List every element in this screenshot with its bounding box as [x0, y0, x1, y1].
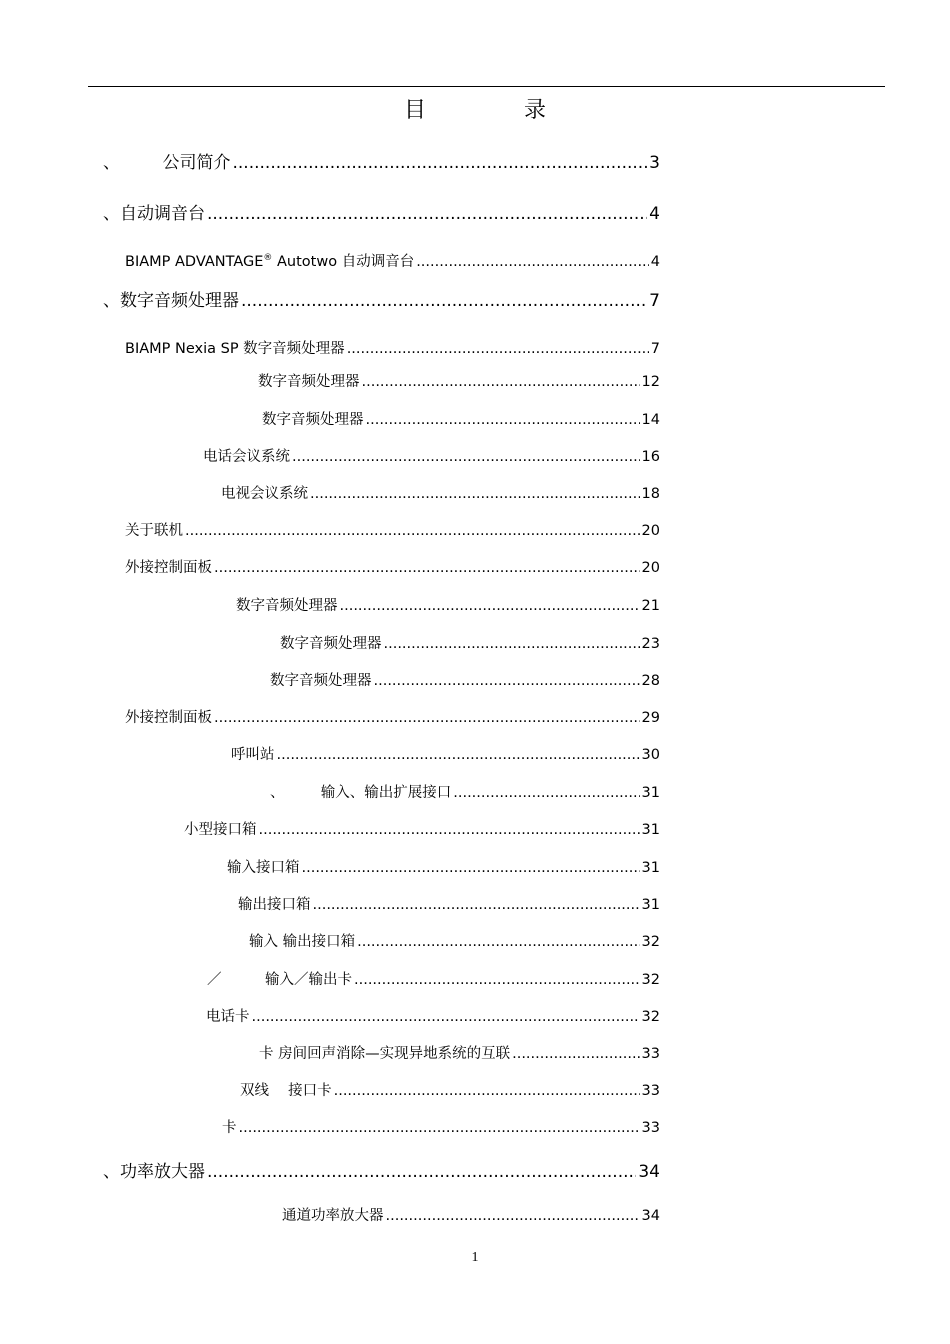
toc-entry[interactable] — [238, 893, 660, 914]
toc-entry-page: 31 — [641, 897, 660, 913]
toc-entry[interactable] — [103, 148, 660, 173]
toc-entry-page: 28 — [641, 673, 660, 689]
toc-title: 目 录 — [403, 98, 584, 123]
toc-entry-label: 数字音频处理器 — [258, 374, 360, 390]
toc-entry-page: 3 — [649, 153, 660, 173]
leader-dots — [362, 374, 640, 390]
toc-entry[interactable] — [125, 250, 660, 271]
toc-entry-label: 呼叫站 — [231, 747, 275, 763]
toc-entry[interactable] — [221, 482, 660, 503]
toc-entry[interactable] — [103, 286, 660, 311]
toc-entry-page: 18 — [641, 486, 660, 502]
toc-entry-label: 小型接口箱 — [184, 822, 257, 838]
leader-dots — [233, 153, 648, 173]
toc-entry[interactable] — [206, 1005, 660, 1026]
toc-entry[interactable] — [236, 594, 660, 615]
toc-entry-label: 卡 房间回声消除—实现异地系统的互联 — [259, 1046, 511, 1062]
leader-dots — [310, 486, 640, 502]
leader-dots — [347, 341, 649, 357]
leader-dots — [241, 291, 647, 311]
toc-entry-label: 电话会议系统 — [203, 449, 290, 465]
toc-entry[interactable] — [280, 632, 660, 653]
toc-entry-label: 、 输入、输出扩展接口 — [270, 785, 452, 801]
leader-dots — [277, 747, 640, 763]
toc-entry-page: 32 — [641, 972, 660, 988]
toc-entry[interactable] — [184, 818, 660, 839]
toc-entry-label: 数字音频处理器 — [280, 636, 382, 652]
toc-entry[interactable] — [203, 445, 660, 466]
toc-entry[interactable] — [227, 856, 660, 877]
leader-dots — [185, 523, 640, 539]
toc-entry-label: 、数字音频处理器 — [103, 291, 239, 311]
leader-dots — [334, 1083, 640, 1099]
toc-entry-label: BIAMP Nexia SP 数字音频处理器 — [125, 341, 345, 357]
toc-entry[interactable] — [231, 743, 660, 764]
toc-entry[interactable] — [282, 1204, 660, 1225]
toc-entry-page: 4 — [649, 204, 660, 224]
toc-entry-page: 34 — [641, 1208, 660, 1224]
page-number: 1 — [471, 1250, 479, 1265]
toc-entry-page: 32 — [641, 1009, 660, 1025]
toc-entry-page: 29 — [641, 710, 660, 726]
leader-dots — [292, 449, 640, 465]
leader-dots — [453, 785, 639, 801]
toc-entry[interactable] — [259, 1042, 660, 1063]
toc-entry-page: 31 — [641, 785, 660, 801]
header-rule — [88, 86, 885, 87]
toc-entry[interactable] — [262, 408, 660, 429]
toc-entry-label: 外接控制面板 — [125, 560, 212, 576]
toc-entry[interactable] — [125, 706, 660, 727]
toc-entry-page: 32 — [641, 934, 660, 950]
toc-entry-label: 通道功率放大器 — [282, 1208, 384, 1224]
toc-entry-page: 16 — [641, 449, 660, 465]
toc-entry-page: 33 — [641, 1120, 660, 1136]
toc-entry-page: 7 — [649, 291, 660, 311]
leader-dots — [214, 560, 640, 576]
leader-dots — [214, 710, 640, 726]
toc-entry-page: 14 — [641, 412, 660, 428]
leader-dots — [239, 1120, 640, 1136]
toc-entry-label: 双线 接口卡 — [240, 1083, 332, 1099]
toc-entry-label: BIAMP ADVANTAGE® Autotwo 自动调音台 — [125, 253, 415, 270]
toc-entry-label: 数字音频处理器 — [236, 598, 338, 614]
toc-entry-label: 、功率放大器 — [103, 1162, 205, 1182]
toc-entry-page: 7 — [650, 341, 660, 357]
toc-entry-page: 34 — [638, 1162, 660, 1182]
toc-entry[interactable] — [222, 1116, 660, 1137]
leader-dots — [416, 254, 649, 270]
leader-dots — [512, 1046, 639, 1062]
toc-entry-label: 输入 输出接口箱 — [249, 934, 356, 950]
toc-entry-label: 数字音频处理器 — [262, 412, 364, 428]
leader-dots — [252, 1009, 640, 1025]
toc-entry-label: 关于联机 — [125, 523, 183, 539]
toc-entry-page: 4 — [650, 254, 660, 270]
leader-dots — [302, 860, 640, 876]
toc-entry-page: 21 — [641, 598, 660, 614]
leader-dots — [207, 1162, 636, 1182]
toc-entry[interactable] — [125, 337, 660, 358]
toc-entry[interactable] — [240, 1079, 660, 1100]
leader-dots — [366, 412, 640, 428]
toc-entry-page: 33 — [641, 1083, 660, 1099]
toc-entry-label: 电话卡 — [206, 1009, 250, 1025]
toc-entry-page: 31 — [641, 822, 660, 838]
toc-entry[interactable] — [103, 199, 660, 224]
toc-entry-page: 20 — [641, 560, 660, 576]
leader-dots — [207, 204, 647, 224]
toc-entry[interactable] — [207, 968, 660, 989]
toc-entry-page: 31 — [641, 860, 660, 876]
leader-dots — [340, 598, 640, 614]
toc-entry-page: 23 — [641, 636, 660, 652]
toc-entry-label: 外接控制面板 — [125, 710, 212, 726]
toc-entry-page: 30 — [641, 747, 660, 763]
toc-entry-label: 数字音频处理器 — [270, 673, 372, 689]
toc-entry-label: ／ 输入／输出卡 — [207, 972, 352, 988]
leader-dots — [354, 972, 640, 988]
toc-entry[interactable] — [249, 930, 660, 951]
leader-dots — [357, 934, 639, 950]
toc-entry-label: 输出接口箱 — [238, 897, 311, 913]
leader-dots — [313, 897, 640, 913]
toc-entry[interactable] — [125, 556, 660, 577]
toc-entry-label: 、 公司简介 — [103, 153, 231, 173]
leader-dots — [386, 1208, 640, 1224]
toc-entry-page: 20 — [641, 523, 660, 539]
toc-entry-label: 、自动调音台 — [103, 204, 205, 224]
toc-entry-page: 12 — [641, 374, 660, 390]
toc-entry-label: 卡 — [222, 1120, 237, 1136]
leader-dots — [374, 673, 640, 689]
toc-entry-label: 电视会议系统 — [221, 486, 308, 502]
toc-entry[interactable] — [258, 370, 660, 391]
toc-entry[interactable] — [270, 669, 660, 690]
toc-entry-label: 输入接口箱 — [227, 860, 300, 876]
toc-entry[interactable] — [103, 1157, 660, 1182]
leader-dots — [384, 636, 640, 652]
toc-entry[interactable] — [270, 781, 660, 802]
toc-entry[interactable] — [125, 519, 660, 540]
leader-dots — [259, 822, 640, 838]
toc-entry-page: 33 — [641, 1046, 660, 1062]
